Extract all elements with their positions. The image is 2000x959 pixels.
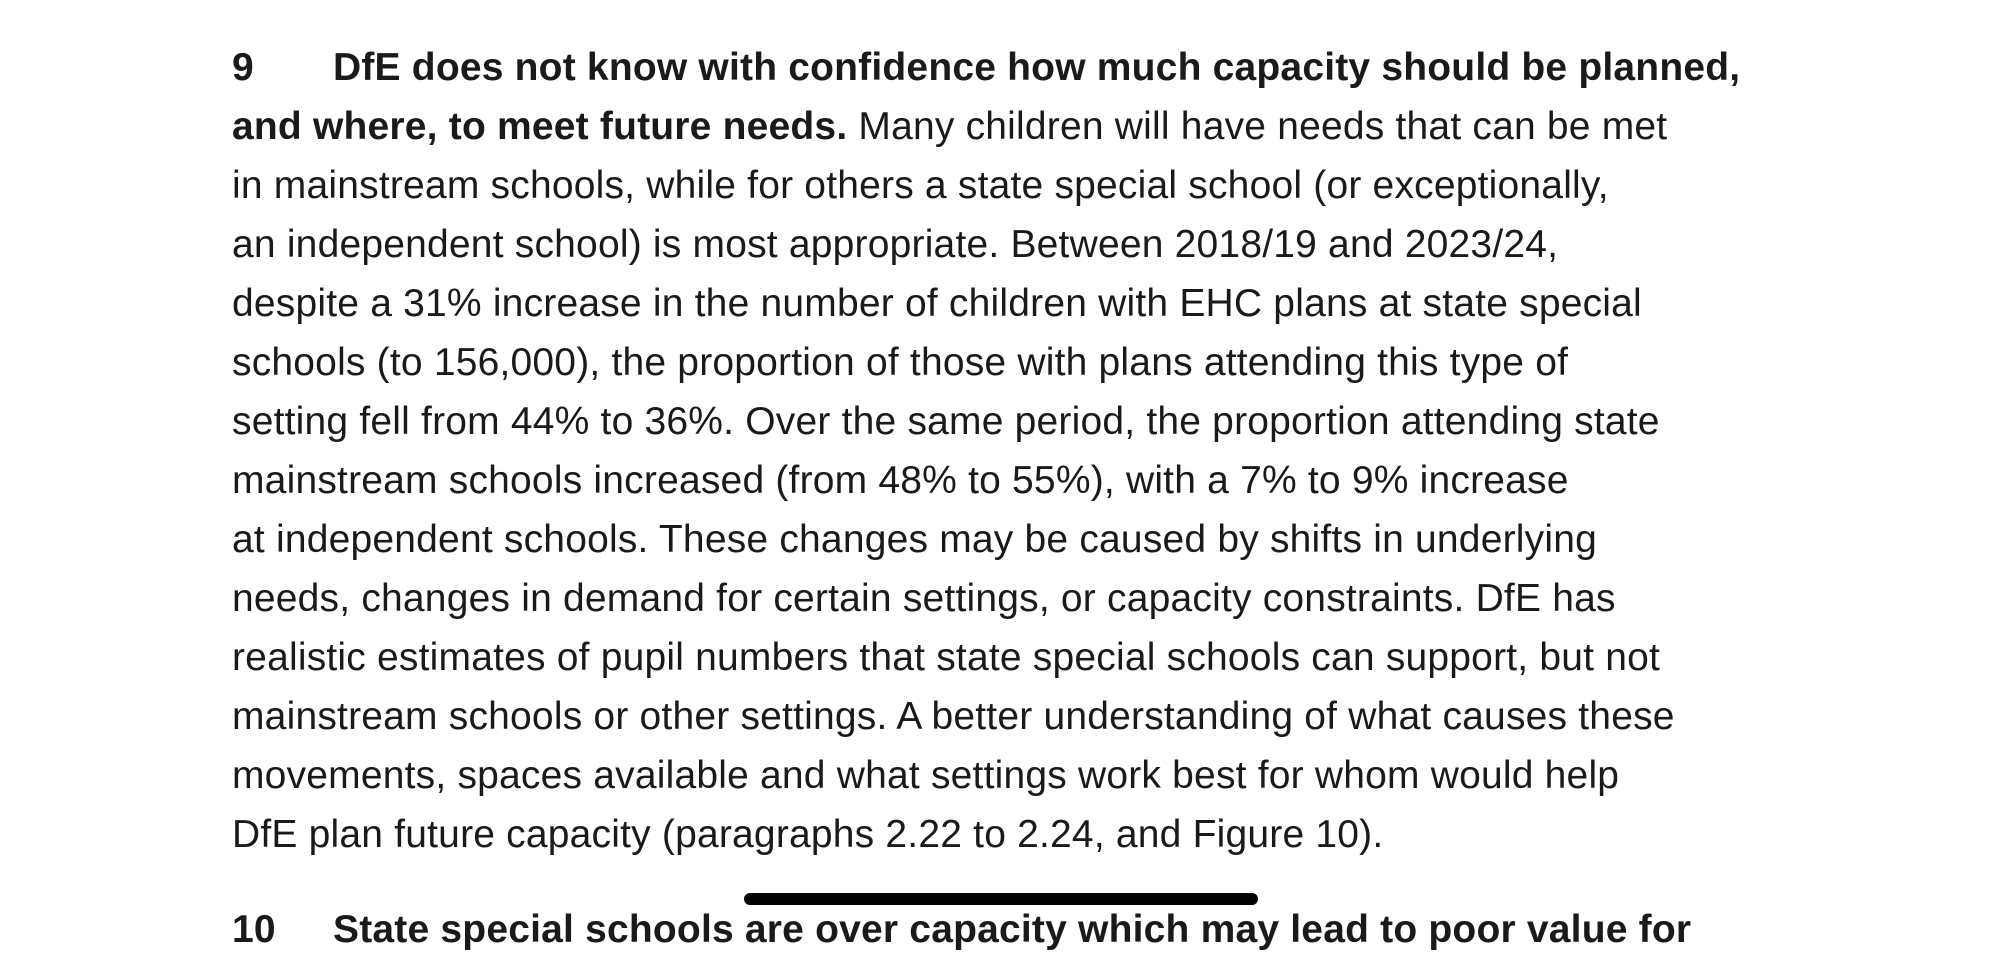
paragraph-9 (232, 38, 1952, 864)
paragraph-10 (232, 900, 1952, 959)
paragraph-line (232, 97, 1952, 156)
paragraph-line: at independent schools. These changes may be caused by shifts in underlying (232, 518, 1597, 561)
paragraph-line: mainstream schools or other settings. A better understanding of what causes these (232, 695, 1675, 738)
home-indicator[interactable] (744, 893, 1258, 905)
paragraph-number: 9 (232, 46, 254, 89)
paragraph-number: 10 (232, 908, 276, 951)
paragraph-heading-part: and where, to meet future needs. (232, 105, 848, 148)
paragraph-line: needs, changes in demand for certain settings, or capacity constraints. DfE has (232, 577, 1616, 620)
paragraph-text: Many children will have needs that can be met (847, 105, 1668, 148)
paragraph-heading-part: State special schools are over capacity which may lead to poor value for (333, 908, 1692, 951)
paragraph-line: an independent school) is most appropriate. Between 2018/19 and 2023/24, (232, 223, 1559, 266)
paragraph-line: DfE plan future capacity (paragraphs 2.22 to 2.24, and Figure 10). (232, 813, 1384, 856)
paragraph-line: in mainstream schools, while for others a state special school (or exceptionally, (232, 164, 1609, 207)
paragraph-line: mainstream schools increased (from 48% to 55%), with a 7% to 9% increase (232, 459, 1569, 502)
paragraph-line (232, 900, 1952, 959)
paragraph-line (232, 38, 1952, 97)
paragraph-line: despite a 31% increase in the number of children with EHC plans at state special (232, 282, 1642, 325)
paragraph-line: movements, spaces available and what settings work best for whom would help (232, 754, 1620, 797)
paragraph-line: realistic estimates of pupil numbers that state special schools can support, but not (232, 636, 1661, 679)
paragraph-line: setting fell from 44% to 36%. Over the same period, the proportion attending state (232, 400, 1660, 443)
paragraph-line: schools (to 156,000), the proportion of those with plans attending this type of (232, 341, 1569, 384)
paragraph-heading-part: DfE does not know with confidence how much capacity should be planned, (333, 46, 1741, 89)
